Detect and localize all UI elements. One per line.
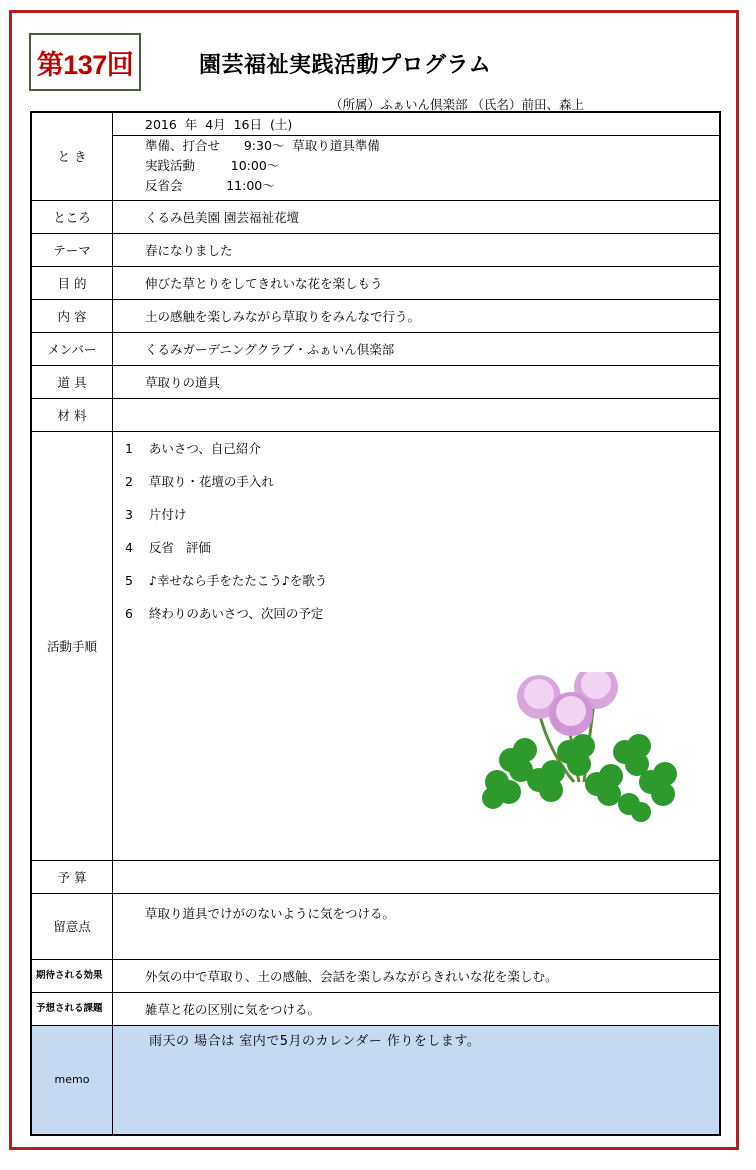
row-expected: [31, 959, 720, 992]
row-budget: [31, 860, 720, 893]
row-theme: [31, 233, 720, 266]
label-materials: 材 料: [31, 398, 113, 431]
program-table: [30, 111, 721, 1136]
value-members: くるみガーデニングクラブ・ふぁいん倶楽部: [113, 332, 721, 365]
row-memo: [31, 1025, 720, 1135]
date-line: 2016 年 4月 16日 (土): [145, 117, 293, 132]
row-tokoro: [31, 200, 720, 233]
value-issues: 雑草と花の区別に気をつける。: [113, 992, 721, 1025]
session-badge: 第137回: [29, 33, 141, 91]
step-6: 6 終わりのあいさつ、次回の予定: [125, 605, 324, 621]
value-toki: [113, 112, 721, 200]
label-theme: テーマ: [31, 233, 113, 266]
row-materials: [31, 398, 720, 431]
value-procedure: [113, 431, 721, 860]
step-2: 2 草取り・花壇の手入れ: [125, 473, 274, 489]
label-tokoro: ところ: [31, 200, 113, 233]
row-notes: [31, 893, 720, 959]
value-memo: [113, 1025, 721, 1135]
step-4: 4 反省 評価: [125, 539, 211, 555]
label-expected: 期待される効果: [31, 959, 113, 992]
memo-text: 雨天の 場合は 室内で5月のカレンダー 作りをします。: [149, 1033, 481, 1049]
label-issues: 予想される課題: [31, 992, 113, 1025]
row-procedure: [31, 431, 720, 860]
step-3: 3 片付け: [125, 506, 187, 522]
page-title: 園芸福祉実践活動プログラム: [199, 53, 492, 78]
value-tokoro: くるみ邑美園 園芸福祉花壇: [113, 200, 721, 233]
step-1: 1 あいさつ、自己紹介: [125, 440, 261, 456]
label-tools: 道 具: [31, 365, 113, 398]
value-theme: 春になりました: [113, 233, 721, 266]
clover-flowers: [517, 672, 618, 736]
value-purpose: 伸びた草とりをしてきれいな花を楽しもう: [113, 266, 721, 299]
value-expected: 外気の中で草取り、土の感触、会話を楽しみながらきれいな花を楽しむ。: [113, 959, 721, 992]
label-memo: memo: [31, 1025, 113, 1135]
value-budget: [113, 860, 721, 893]
label-toki: と き: [31, 112, 113, 200]
label-content: 内 容: [31, 299, 113, 332]
affiliation-line: （所属）ふぁいん倶楽部 （氏名）前田、森上: [330, 97, 584, 112]
time-line-3: 反省会 11:00～: [145, 178, 275, 193]
value-notes: 草取り道具でけがのないように気をつける。: [113, 893, 721, 959]
step-5: 5 ♪幸せなら手をたたこう♪を歌う: [125, 572, 328, 588]
label-procedure: 活動手順: [31, 431, 113, 860]
label-notes: 留意点: [31, 893, 113, 959]
time-line-2: 実践活動 10:00～: [145, 158, 280, 173]
label-purpose: 目 的: [31, 266, 113, 299]
value-materials: [113, 398, 721, 431]
row-tools: [31, 365, 720, 398]
value-tools: 草取りの道具: [113, 365, 721, 398]
clover-flower-illustration: [479, 672, 689, 822]
row-toki: [31, 112, 720, 200]
label-budget: 予 算: [31, 860, 113, 893]
value-content: 土の感触を楽しみながら草取りをみんなで行う。: [113, 299, 721, 332]
row-purpose: [31, 266, 720, 299]
row-issues: [31, 992, 720, 1025]
row-members: [31, 332, 720, 365]
label-members: メンバー: [31, 332, 113, 365]
row-content: [31, 299, 720, 332]
time-line-1: 準備、打合せ 9:30～ 草取り道具準備: [145, 138, 380, 153]
